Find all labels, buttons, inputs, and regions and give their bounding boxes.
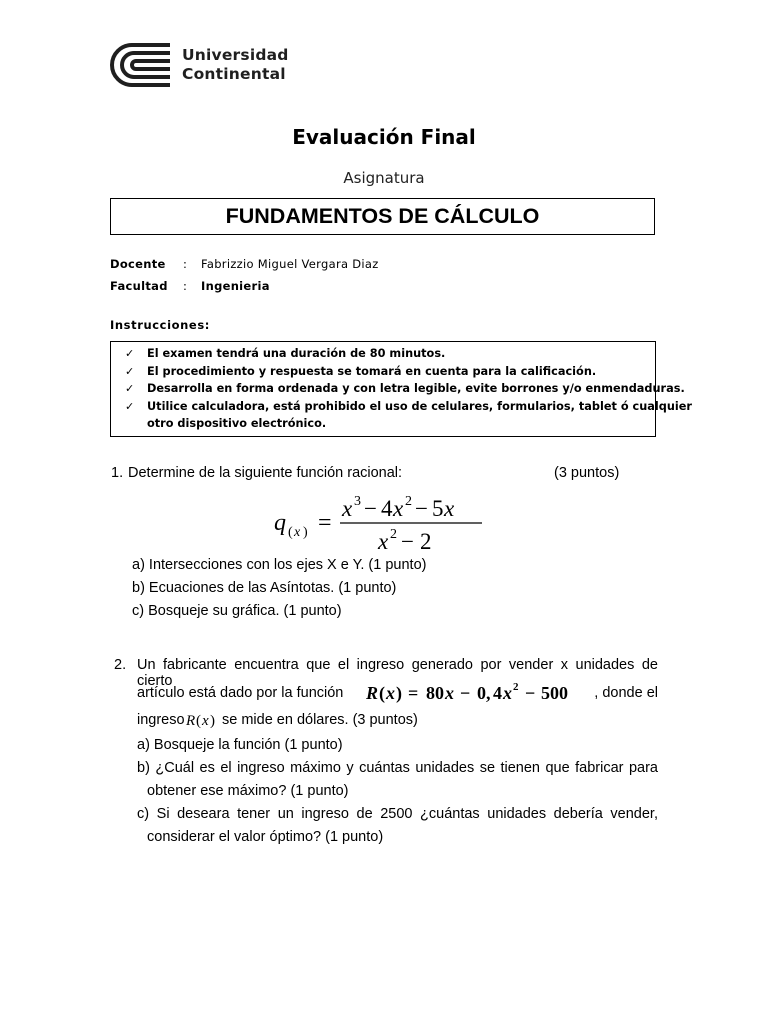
svg-text:2: 2	[513, 681, 519, 693]
instruction-text: Utilice calculadora, está prohibido el uso de celulares, formularios, tablet ó cualquier	[147, 400, 692, 413]
svg-text:−: −	[525, 683, 536, 703]
svg-text:−: −	[460, 683, 471, 703]
svg-text:x: x	[342, 496, 353, 521]
q2-line2-post: , donde el	[594, 685, 658, 701]
svg-text:x: x	[444, 496, 455, 521]
rational-function-formula	[270, 490, 490, 554]
university-logo-icon	[108, 42, 172, 88]
facultad-value: Ingenieria	[201, 279, 270, 293]
svg-text:−: −	[401, 529, 414, 554]
instruction-text: Desarrolla en forma ordenada y con letra legible, evite borrones y/o enmendaduras.	[147, 382, 685, 395]
svg-text:500: 500	[541, 683, 568, 703]
check-icon: ✓	[125, 365, 135, 378]
revenue-symbol	[185, 710, 219, 730]
svg-text:R: R	[366, 683, 379, 703]
q2-part-c-line2: considerar el valor óptimo? (1 punto)	[147, 829, 384, 845]
svg-text:2: 2	[405, 494, 412, 509]
svg-text:x: x	[294, 525, 301, 540]
svg-text:(: (	[379, 683, 385, 703]
svg-text:x: x	[378, 529, 389, 554]
q2-part-b-line1: b) ¿Cuál es el ingreso máximo y cuántas unidades se tienen que fabricar para	[137, 760, 658, 776]
check-icon: ✓	[125, 382, 135, 395]
svg-text:x: x	[503, 683, 512, 703]
svg-text:4: 4	[381, 496, 393, 521]
course-title-box	[110, 198, 655, 235]
instructions-box	[110, 341, 692, 437]
q2-line1: Un fabricante encuentra que el ingreso generado por vender x unidades de cierto	[137, 657, 658, 689]
svg-text:−: −	[364, 496, 377, 521]
docente-value: Fabrizzio Miguel Vergara Diaz	[201, 257, 379, 271]
check-icon: ✓	[125, 347, 135, 360]
svg-text:x: x	[445, 683, 454, 703]
q1-part-a: a) Intersecciones con los ejes X e Y. (1 punto)	[132, 557, 427, 573]
logo-text	[182, 46, 289, 84]
q1-part-b: b) Ecuaciones de las Asíntotas. (1 punto)	[132, 580, 397, 596]
svg-text:): )	[210, 713, 215, 729]
svg-text:5: 5	[432, 496, 444, 521]
svg-text:=: =	[318, 510, 332, 536]
svg-text:): )	[303, 525, 308, 540]
q2-part-c-line1: c) Si deseara tener un ingreso de 2500 ¿cuántas unidades debería vender,	[137, 806, 658, 822]
svg-text:x: x	[202, 713, 209, 729]
q2-line3-pre: ingreso	[137, 712, 185, 728]
svg-text:0,: 0,	[477, 683, 491, 703]
q2-number: 2.	[114, 657, 127, 673]
instruction-text: El procedimiento y respuesta se tomará en cuenta para la calificación.	[147, 365, 597, 378]
q2-line3-post: se mide en dólares. (3 puntos)	[222, 712, 418, 728]
svg-text:4: 4	[493, 683, 502, 703]
svg-text:−: −	[415, 496, 428, 521]
q2-line2-pre: artículo está dado por la función	[137, 685, 344, 701]
q1-text: Determine de la siguiente función racional:	[128, 465, 403, 481]
svg-text:): )	[396, 683, 402, 703]
svg-text:(: (	[288, 525, 293, 540]
check-icon: ✓	[125, 400, 135, 413]
svg-text:=: =	[408, 683, 419, 703]
q1-part-c: c) Bosqueje su gráfica. (1 punto)	[132, 603, 342, 619]
svg-text:x: x	[386, 683, 395, 703]
docente-label: Docente	[110, 257, 166, 271]
svg-text:2: 2	[420, 529, 432, 554]
instructions-label: Instrucciones:	[110, 318, 210, 332]
exam-title: Evaluación Final	[292, 125, 476, 149]
instruction-text: otro dispositivo electrónico.	[147, 417, 327, 430]
svg-text:q: q	[274, 510, 286, 536]
subject-caption: Asignatura	[343, 169, 425, 187]
instruction-text: El examen tendrá una duración de 80 minutos.	[147, 347, 446, 360]
svg-text:3: 3	[354, 494, 361, 509]
svg-text:80: 80	[426, 683, 444, 703]
logo-line1: Universidad	[182, 46, 289, 64]
q2-part-b-line2: obtener ese máximo? (1 punto)	[147, 783, 349, 799]
q1-points: (3 puntos)	[554, 465, 620, 481]
docente-separator: :	[183, 257, 188, 271]
facultad-separator: :	[183, 279, 188, 293]
svg-text:(: (	[196, 713, 201, 729]
svg-text:x: x	[393, 496, 404, 521]
svg-text:2: 2	[390, 527, 397, 542]
facultad-label: Facultad	[110, 279, 168, 293]
revenue-function-formula	[365, 680, 595, 706]
q2-part-a: a) Bosqueje la función (1 punto)	[137, 737, 343, 753]
logo-line2: Continental	[182, 65, 286, 83]
q1-number: 1.	[111, 465, 124, 481]
svg-text:R: R	[186, 713, 196, 729]
course-title: FUNDAMENTOS DE CÁLCULO	[225, 204, 540, 228]
